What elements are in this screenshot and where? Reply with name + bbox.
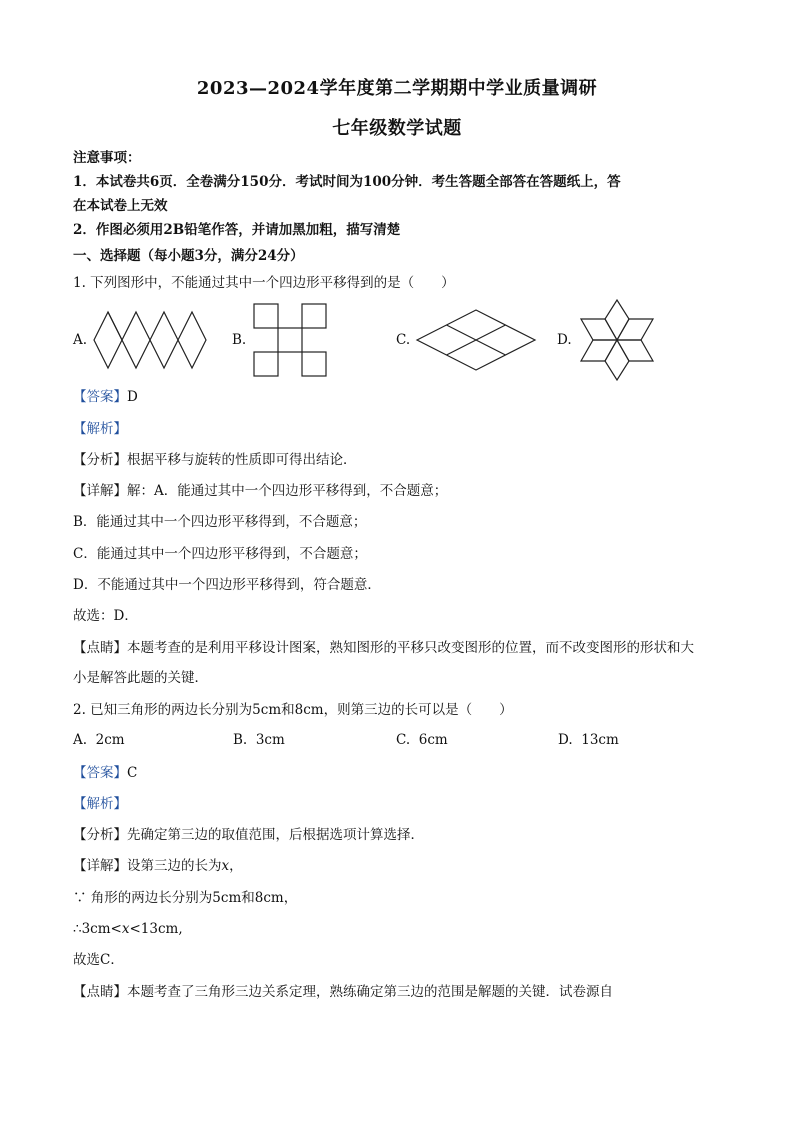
- q1-option-d-figure: [576, 298, 658, 382]
- q1-fenxi: [73, 450, 723, 470]
- q1-analysis-tag: 【解析】: [73, 421, 127, 437]
- notice-item-1-line-2: 在本试卷上无效: [73, 198, 168, 214]
- q1-dianjing-1: [73, 638, 723, 658]
- q2-stem: 2. 已知三角形的两边长分别为5cm和8cm，则第三边的长可以是（ ）: [73, 702, 513, 718]
- dianjing-tag: 【点睛】: [73, 984, 127, 1000]
- therefore-suffix: <13cm,: [129, 921, 183, 937]
- choice-value: 13cm: [581, 732, 619, 748]
- xiangjie-text: 解：A．能通过其中一个四边形平移得到，不合题意；: [127, 483, 448, 499]
- exam-subtitle: 七年级数学试题: [332, 118, 462, 139]
- variable-x: x: [221, 858, 230, 874]
- q2-analysis-tag: 【解析】: [73, 796, 127, 812]
- notice-item-2: 2．作图必须用2B铅笔作答，并请加黑加粗，描写清楚: [73, 222, 401, 238]
- xiangjie-text: 设第三边的长为: [127, 858, 222, 874]
- choice-value: 3cm: [255, 732, 285, 748]
- q1-xiangjie-3: C．能通过其中一个四边形平移得到，不合题意；: [73, 546, 367, 562]
- q1-option-c-figure: [415, 308, 537, 372]
- dianjing-text: 本题考查的是利用平移设计图案，熟知图形的平移只改变图形的位置，而不改变图形的形状和大: [127, 640, 694, 656]
- answer-tag: 【答案】: [73, 389, 127, 405]
- q1-stem: 1. 下列图形中，不能通过其中一个四边形平移得到的是（ ）: [73, 275, 455, 291]
- q2-xiangjie-1: [73, 856, 723, 876]
- notice-heading: 注意事项：: [73, 150, 141, 166]
- answer-value: C: [127, 765, 138, 781]
- answer-value: D: [127, 389, 138, 405]
- therefore-prefix: ∴3cm<: [73, 921, 122, 937]
- q1-option-a-figure: [92, 310, 214, 370]
- choice-label: B.: [233, 732, 248, 748]
- q2-answer: [73, 763, 723, 783]
- xiangjie-tag: 【详解】: [73, 483, 127, 499]
- q1-xiangjie-2: B．能通过其中一个四边形平移得到，不合题意；: [73, 514, 367, 530]
- q2-fenxi: [73, 825, 723, 845]
- choice-label: C.: [396, 732, 411, 748]
- q2-choice-b: [233, 732, 285, 748]
- q1-option-c-label: C.: [396, 332, 411, 348]
- q1-xiangjie-1: [73, 481, 723, 501]
- q1-xiangjie-4: D．不能通过其中一个四边形平移得到，符合题意．: [73, 577, 381, 593]
- q2-dianjing: [73, 982, 723, 1002]
- answer-tag: 【答案】: [73, 765, 127, 781]
- q1-option-b-label: B.: [232, 332, 247, 348]
- xiangjie-suffix: ，: [229, 858, 243, 874]
- q1-option-d-label: D.: [557, 332, 572, 348]
- q2-therefore: [73, 919, 723, 939]
- fenxi-text: 根据平移与旋转的性质即可得出结论．: [127, 452, 357, 468]
- q2-choice-c: [396, 732, 448, 748]
- exam-title: 2023—2024学年度第二学期期中学业质量调研: [196, 78, 598, 99]
- q1-option-b-figure: [252, 302, 328, 378]
- xiangjie-tag: 【详解】: [73, 858, 127, 874]
- choice-label: A.: [73, 732, 88, 748]
- fenxi-text: 先确定第三边的取值范围，后根据选项计算选择．: [127, 827, 424, 843]
- choice-value: 6cm: [418, 732, 448, 748]
- q2-choice-d: [558, 732, 619, 748]
- section-1-heading: 一、选择题（每小题3分，满分24分）: [73, 248, 304, 264]
- q1-dianjing-2: 小是解答此题的关键．: [73, 670, 208, 686]
- q2-conclusion: 故选C．: [73, 952, 124, 968]
- q1-option-a-label: A.: [73, 332, 88, 348]
- choice-label: D.: [558, 732, 573, 748]
- choice-value: 2cm: [95, 732, 125, 748]
- q2-choice-a: [73, 732, 125, 748]
- q1-conclusion: 故选：D．: [73, 608, 138, 624]
- variable-x: x: [121, 921, 130, 937]
- q1-answer: [73, 387, 723, 407]
- notice-item-1-line-1: 1．本试卷共6页．全卷满分150分．考试时间为100分钟．考生答题全部答在答题纸上，答: [73, 174, 621, 190]
- fenxi-tag: 【分析】: [73, 452, 127, 468]
- dianjing-text: 本题考查了三角形三边关系定理，熟练确定第三边的范围是解题的关键．试卷源自: [127, 984, 613, 1000]
- q2-because: ∵ 角形的两边长分别为5cm和8cm，: [73, 890, 298, 906]
- dianjing-tag: 【点睛】: [73, 640, 127, 656]
- fenxi-tag: 【分析】: [73, 827, 127, 843]
